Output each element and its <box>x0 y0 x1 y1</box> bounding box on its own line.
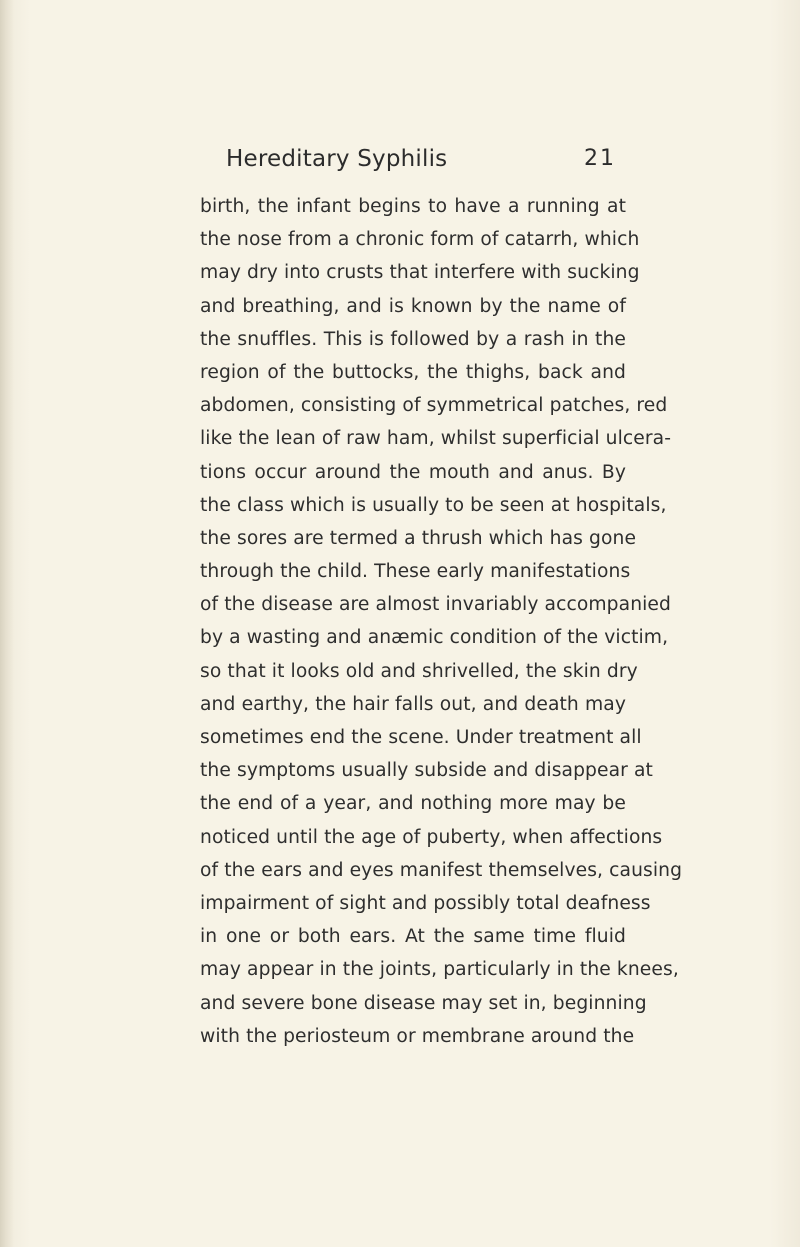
text-line: of the ears and eyes manifest themselves, causing <box>200 859 683 881</box>
text-line: region of the buttocks, the thighs, back and <box>200 361 626 383</box>
text-line: the class which is usually to be seen at hospitals, <box>200 494 667 516</box>
text-line: and severe bone disease may set in, beginning <box>200 992 647 1014</box>
text-line: and earthy, the hair falls out, and death may <box>200 693 626 715</box>
text-line: abdomen, consisting of symmetrical patches, red <box>200 395 668 417</box>
text-line: with the periosteum or membrane around the <box>200 1025 635 1047</box>
text-line: like the lean of raw ham, whilst superficial ulcera- <box>200 428 672 450</box>
page-binding-edge <box>0 0 14 1247</box>
text-line: the snuffles. This is followed by a rash in the <box>200 328 626 350</box>
text-line: the sores are termed a thrush which has gone <box>200 527 637 549</box>
text-line: and breathing, and is known by the name of <box>200 295 626 317</box>
text-line: noticed until the age of puberty, when affections <box>200 826 663 848</box>
text-line: through the child. These early manifestations <box>200 561 631 583</box>
text-line: sometimes end the scene. Under treatment all <box>200 727 642 748</box>
text-line: the nose from a chronic form of catarrh, which <box>200 229 640 251</box>
text-line: impairment of sight and possibly total deafness <box>200 892 651 914</box>
running-title: Hereditary Syphilis <box>226 146 448 172</box>
text-line: of the disease are almost invariably accompanied <box>200 594 671 616</box>
running-head <box>226 146 616 178</box>
text-line: in one or both ears. At the same time fluid <box>200 926 626 948</box>
text-line: may appear in the joints, particularly in the knees, <box>200 959 679 981</box>
text-line: tions occur around the mouth and anus. By <box>200 461 626 483</box>
text-line: may dry into crusts that interfere with sucking <box>200 262 640 284</box>
text-line: by a wasting and anæmic condition of the victim, <box>200 627 669 649</box>
page-number: 21 <box>584 146 616 171</box>
body-text <box>200 190 683 1053</box>
text-line: the end of a year, and nothing more may be <box>200 793 626 815</box>
text-line: birth, the infant begins to have a running at <box>200 196 626 217</box>
text-line: so that it looks old and shrivelled, the skin dry <box>200 660 638 682</box>
text-line: the symptoms usually subside and disappear at <box>200 760 653 782</box>
